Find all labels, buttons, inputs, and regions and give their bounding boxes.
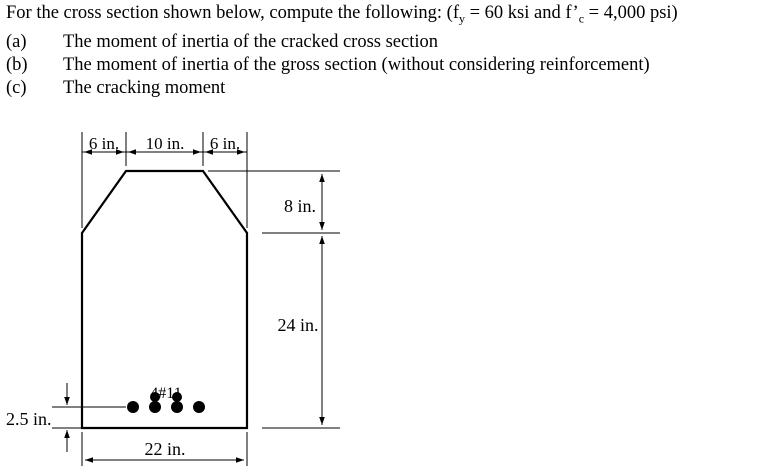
- dim-label-cover: 2.5 in.: [6, 409, 52, 429]
- fy-subscript: y: [459, 11, 465, 26]
- dim-label-6in-right: 6 in.: [209, 134, 241, 153]
- fy-value: = 60 ksi and f’: [465, 3, 579, 23]
- question-label-b: (b): [6, 54, 28, 75]
- dim-label-10in: 10 in.: [145, 134, 185, 153]
- dim-label-22in: 22 in.: [144, 439, 186, 459]
- rebar-bar-1: [127, 401, 139, 413]
- question-label-a: (a): [6, 31, 27, 52]
- rebar-label: 4#11: [150, 385, 182, 402]
- dim-label-6in-left: 6 in.: [88, 134, 120, 153]
- question-label-c: (c): [6, 77, 27, 98]
- fc-value: = 4,000 psi): [584, 3, 678, 23]
- rebar-bar-4: [193, 401, 205, 413]
- rebar-bar-3: [171, 401, 183, 413]
- question-text-c: The cracking moment: [63, 77, 226, 98]
- rebar-bar-2: [149, 401, 161, 413]
- question-text-b: The moment of inertia of the gross section (without considering reinforcement): [63, 54, 650, 75]
- fc-subscript: c: [578, 11, 585, 26]
- problem-intro: For the cross section shown below, compute the following: (f: [6, 3, 459, 23]
- dim-label-8in: 8 in.: [283, 196, 317, 216]
- question-text-a: The moment of inertia of the cracked cross section: [63, 31, 438, 52]
- dim-label-24in: 24 in.: [277, 315, 319, 335]
